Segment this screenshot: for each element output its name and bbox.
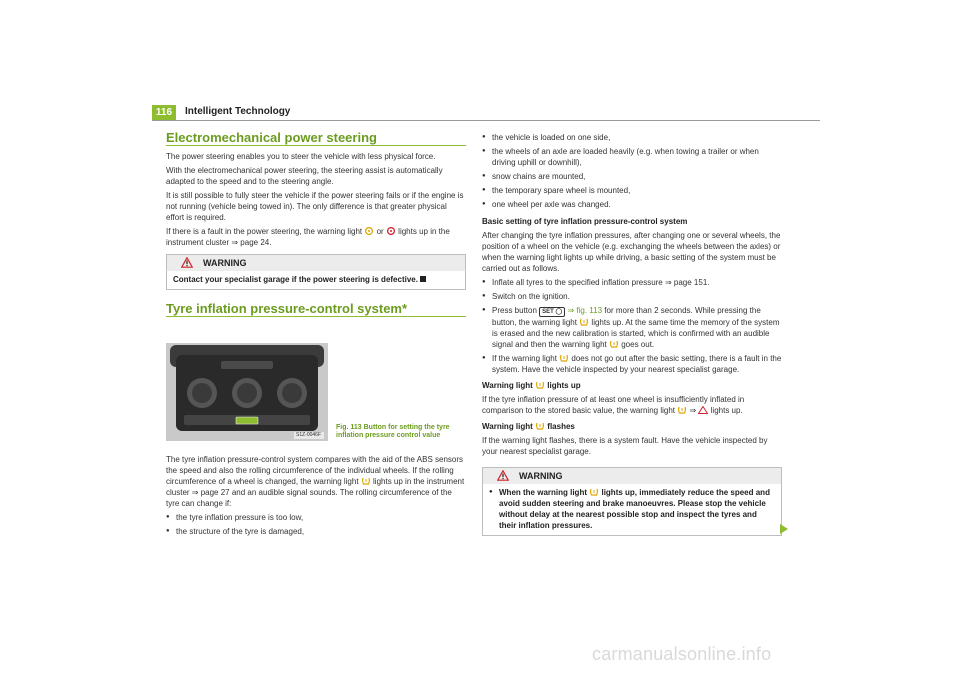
paragraph: [482, 394, 782, 416]
tyre-pressure-warning-icon: [609, 340, 619, 348]
warning-triangle-icon: [497, 470, 509, 481]
tyre-pressure-warning-icon: [559, 354, 569, 362]
warning-box: [482, 467, 782, 536]
list-item: ● the wheels of an axle are loaded heavily (e.g. when towing a trailer or when driving uphill or downhill),: [482, 146, 782, 168]
warning-text: [483, 484, 781, 535]
text: Press button: [492, 306, 537, 315]
list-item: ● one wheel per axle was changed.: [482, 199, 782, 210]
tyre-pressure-warning-icon: [535, 422, 545, 430]
left-column-lower: [166, 454, 466, 540]
paragraph: With the electromechanical power steering, the steering assist is automatically adapted to the speed and to the steering angle.: [166, 166, 443, 186]
warning-header: [483, 468, 781, 484]
text: ⇒: [689, 406, 697, 415]
text: lights up: [547, 381, 581, 390]
tyre-pressure-warning-icon: [579, 318, 589, 326]
subheading: [482, 380, 782, 391]
paragraph: The power steering enables you to steer the vehicle with less physical force.: [166, 152, 436, 161]
list-item: [489, 487, 775, 531]
subheading: Basic setting of tyre inflation pressure-control system: [482, 217, 688, 226]
list-item: [482, 305, 782, 350]
text: If there is a fault in the power steering, the warning light: [166, 227, 363, 236]
text: When the warning light: [499, 488, 587, 497]
set-button-label: SET: [542, 309, 554, 315]
steering-warning-red-icon: [386, 227, 396, 235]
list-item: ● the structure of the tyre is damaged,: [166, 526, 466, 537]
running-header: Intelligent Technology: [185, 106, 291, 117]
header-rule: [152, 120, 820, 121]
figure-code: S1Z-0046F: [296, 432, 322, 438]
steering-warning-yellow-icon: [364, 227, 374, 235]
tyre-pressure-warning-icon: [589, 488, 599, 496]
figure-link[interactable]: ⇒ fig. 113: [567, 306, 603, 315]
text: or: [376, 227, 384, 236]
paragraph: If the warning light flashes, there is a system fault. Have the vehicle inspected by your nearest specialist garage.: [482, 436, 768, 456]
warning-title: WARNING: [519, 471, 563, 481]
text: The tyre inflation pressure-control system compares with the aid of the ABS sensors the speed and also the rolling circumference of the individual wheels. If the rolling circumference of a wheel is changed, the warning light: [166, 455, 464, 486]
paragraph: [166, 454, 466, 509]
warning-text-content: Contact your specialist garage if the power steering is defective.: [173, 275, 418, 284]
page-link[interactable]: ⇒ page 24.: [231, 238, 272, 247]
figure-caption: Fig. 113 Button for setting the tyre inflation pressure control value: [336, 424, 450, 439]
warning-triangle-icon: [698, 406, 708, 414]
text: for more than 2 seconds. While pressing the button, the warning light: [492, 306, 761, 327]
warning-header: [167, 255, 465, 271]
warning-triangle-icon: [181, 257, 193, 268]
section-title-power-steering: Electromechanical power steering: [166, 132, 466, 146]
text: Warning light: [482, 381, 533, 390]
text: If the warning light: [492, 354, 557, 363]
list-item: ● snow chains are mounted,: [482, 171, 782, 182]
list-item: [482, 353, 782, 375]
list-item: ● the vehicle is loaded on one side,: [482, 132, 782, 143]
paragraph: [166, 226, 466, 248]
list-item: ● Inflate all tyres to the specified inflation pressure ⇒ page 151.: [482, 277, 782, 288]
text: lights up in the instrument cluster ⇒ page 27 and an audible signal sounds. The rolling circumference of the tyre can change if:: [166, 477, 465, 508]
section-title-tyre-pressure: Tyre inflation pressure-control system*: [166, 303, 466, 317]
subheading: [482, 421, 782, 432]
text: lights up, immediately reduce the speed and avoid sudden steering and brake manoeuvres. Please stop the vehicle without delay at the nearest possible stop and inspect the tyres and their inflation pressures.: [499, 488, 770, 530]
text: does not go out after the basic setting, there is a fault in the system. Have the vehicle inspected by your nearest specialist garage.: [492, 354, 782, 374]
next-page-arrow-icon[interactable]: [779, 523, 789, 535]
tyre-pressure-warning-icon: [677, 406, 687, 414]
text: lights up.: [710, 406, 743, 415]
paragraph: After changing the tyre inflation pressures, after changing one or several wheels, the position of a wheel on the vehicle (e.g. exchanging the wheels between the axles) or when the warning light lights up while driving, a basic setting of the system must be carried out as follows.: [482, 231, 781, 273]
warning-text: [167, 271, 465, 289]
warning-title: WARNING: [203, 258, 247, 268]
tyre-pressure-warning-icon: [361, 477, 371, 485]
tyre-pressure-warning-icon: [535, 381, 545, 389]
text: If the tyre inflation pressure of at least one wheel is insufficiently inflated in comparison to the stored basic value, the warning light: [482, 395, 745, 415]
list-item: ● the temporary spare wheel is mounted,: [482, 185, 782, 196]
text: Warning light: [482, 422, 533, 431]
list-item: ● the tyre inflation pressure is too low,: [166, 512, 466, 523]
climate-control-illustration: [166, 343, 328, 441]
list-item: ● Switch on the ignition.: [482, 291, 782, 302]
paragraph: It is still possible to fully steer the vehicle if the power steering fails or if the engine is not running (vehicle being towed in). The only difference is that greater physical effort is required.: [166, 191, 464, 222]
end-marker-icon: [420, 276, 426, 282]
page-number: 116: [152, 105, 176, 121]
right-column: [482, 132, 782, 536]
footer-watermark: carmanualsonline.info: [592, 644, 772, 664]
left-column: [166, 132, 466, 317]
set-button-icon: SET ◯: [539, 307, 565, 317]
warning-box: [166, 254, 466, 290]
text: flashes: [547, 422, 575, 431]
text: lights up in the instrument cluster: [166, 227, 450, 247]
text: lights up. At the same time the memory of the system is erased and the new calibration is started, which is confirmed with an audible signal and then the warning light: [492, 318, 780, 349]
figure-dashboard-panel: [166, 343, 328, 441]
text: goes out.: [621, 340, 655, 349]
